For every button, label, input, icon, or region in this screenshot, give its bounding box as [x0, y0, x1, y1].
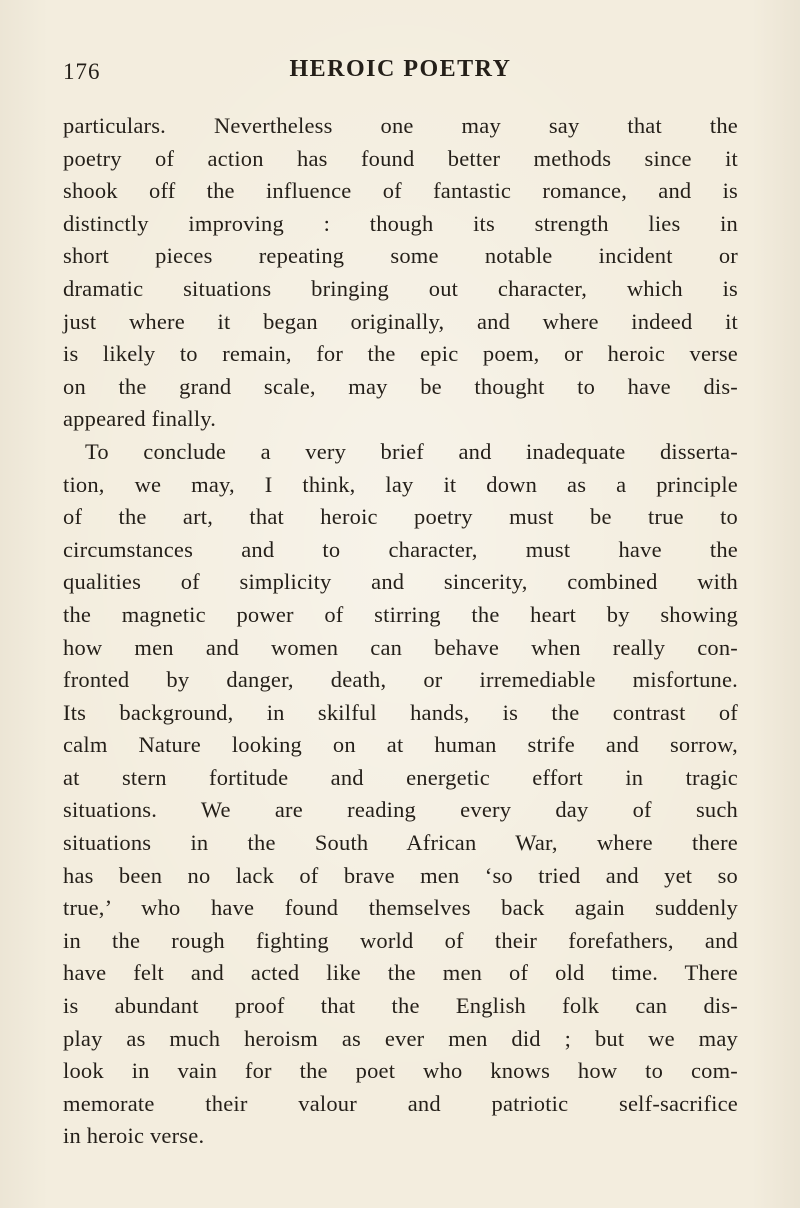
paragraph — [63, 436, 738, 1153]
text-line: To conclude a very brief and inadequate disserta- — [85, 438, 738, 464]
text-line: calm Nature looking on at human strife and sorrow, — [63, 732, 738, 758]
text-line: the magnetic power of stirring the heart by showing — [63, 601, 738, 627]
text-line: true,’ who have found themselves back again suddenly — [63, 895, 738, 921]
page-header — [63, 56, 738, 90]
text-line: is abundant proof that the English folk can dis- — [63, 993, 738, 1019]
text-line: on the grand scale, may be thought to have dis- — [63, 373, 738, 399]
text-line: in the rough fighting world of their forefathers, and — [63, 927, 738, 953]
text-line: dramatic situations bringing out character, which is — [63, 275, 738, 301]
text-line: of the art, that heroic poetry must be true to — [63, 504, 738, 530]
text-line: situations. We are reading every day of such — [63, 797, 738, 823]
text-line: qualities of simplicity and sincerity, combined with — [63, 569, 738, 595]
text-line: shook off the influence of fantastic romance, and is — [63, 178, 738, 204]
page-number: 176 — [63, 59, 101, 84]
text-line: appeared finally. — [63, 406, 217, 432]
text-line: Its background, in skilful hands, is the contrast of — [63, 699, 738, 725]
text-line: situations in the South African War, where there — [63, 830, 738, 856]
text-line: particulars. Nevertheless one may say that the — [63, 113, 738, 138]
text-line: play as much heroism as ever men did ; but we may — [63, 1025, 738, 1051]
text-line: circumstances and to character, must have the — [63, 536, 738, 562]
text-line: fronted by danger, death, or irremediable misfortune. — [63, 667, 738, 693]
text-line: look in vain for the poet who knows how to com- — [63, 1058, 738, 1084]
text-line: is likely to remain, for the epic poem, or heroic verse — [63, 341, 738, 367]
running-title: HEROIC POETRY — [289, 56, 512, 82]
text-line: memorate their valour and patriotic self-sacrifice — [63, 1090, 738, 1116]
text-line: at stern fortitude and energetic effort in tragic — [63, 764, 738, 790]
text-line: has been no lack of brave men ‘so tried and yet so — [63, 862, 738, 888]
page-body — [63, 110, 738, 1153]
text-line: in heroic verse. — [63, 1123, 205, 1149]
text-line: tion, we may, I think, lay it down as a principle — [63, 471, 738, 497]
text-line: just where it began originally, and where indeed it — [63, 308, 738, 334]
text-line: poetry of action has found better methods since it — [63, 145, 738, 171]
text-line: distinctly improving : though its strength lies in — [63, 210, 738, 236]
text-line: how men and women can behave when really con- — [63, 634, 738, 660]
text-line: have felt and acted like the men of old time. There — [63, 960, 738, 986]
paragraph — [63, 110, 738, 436]
text-line: short pieces repeating some notable incident or — [63, 243, 738, 269]
